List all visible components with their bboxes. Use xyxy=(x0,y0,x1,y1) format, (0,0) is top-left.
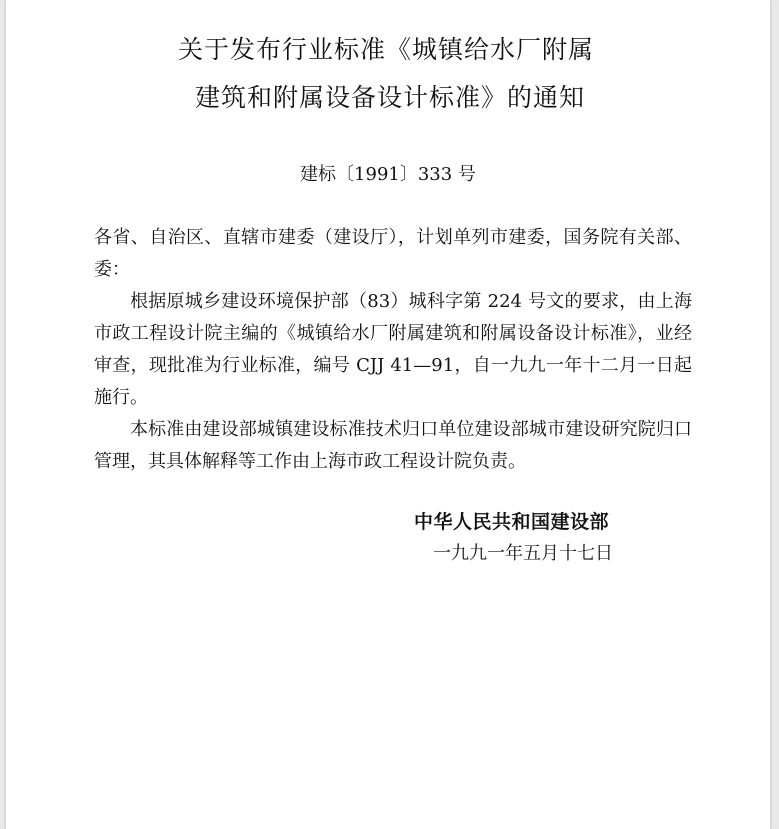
document-number: 建标〔1991〕333 号 xyxy=(300,164,476,185)
body-paragraph-2: 本标准由建设部城镇建设标准技术归口单位建设部城市建设研究院归口管理，其具体解释等工作由上海市政工程设计院负责。 xyxy=(94,419,692,472)
address-paragraph: 各省、自治区、直辖市建委（建设厅），计划单列市建委，国务院有关部、委： xyxy=(94,227,692,280)
issue-date: 一九九一年五月十七日 xyxy=(433,543,613,564)
notice-title-line-1: 关于发布行业标准《城镇给水厂附属 xyxy=(177,35,594,64)
document-page xyxy=(6,0,770,829)
issuing-authority: 中华人民共和国建设部 xyxy=(414,511,610,533)
notice-title-line-2: 建筑和附属设备设计标准》的通知 xyxy=(194,83,585,112)
body-paragraph-1: 根据原城乡建设环境保护部（83）城科字第 224 号文的要求，由上海市政工程设计院主编的《城镇给水厂附属建筑和附属设备设计标准》，业经审查，现批准为行业标准，编号 CJJ 41—91，自一九九一年十二月一日起施行。 xyxy=(94,291,692,408)
